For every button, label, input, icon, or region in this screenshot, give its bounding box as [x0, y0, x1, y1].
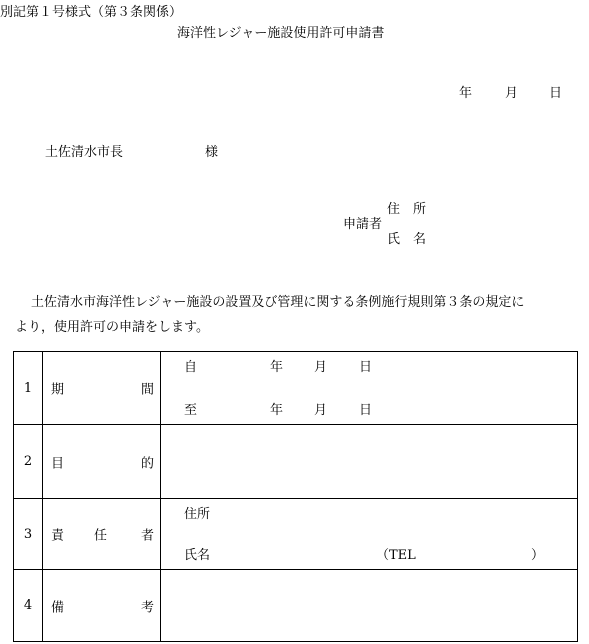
period-from-label: 自 — [184, 360, 198, 375]
period-from-day: 日 — [359, 360, 373, 375]
label-char: 考 — [140, 600, 154, 615]
row-number: 3 — [14, 499, 43, 570]
label-char: 責 — [51, 528, 65, 544]
label-char: 期 — [51, 382, 65, 398]
applicant-label: 申請者 — [343, 217, 383, 232]
label-char: 間 — [140, 382, 154, 398]
label-char: 備 — [51, 600, 65, 615]
body-text-line-1: 土佐清水市海洋性レジャー施設の設置及び管理に関する条例施行規則第３条の規定に — [31, 295, 525, 310]
table-row-remarks — [14, 570, 578, 642]
date-month-label: 月 — [505, 86, 519, 101]
addressee-honorific: 様 — [205, 145, 219, 160]
row-number: 2 — [14, 425, 43, 499]
label-char: 者 — [140, 528, 154, 544]
period-to-year: 年 — [270, 403, 284, 418]
addressee-name: 土佐清水市長 — [45, 145, 124, 160]
period-to-label: 至 — [184, 403, 198, 418]
tel-close-label: ） — [531, 548, 545, 563]
responsible-address-label: 住所 — [184, 507, 211, 522]
row-label-responsible-person — [43, 499, 161, 570]
period-to-month: 月 — [314, 403, 328, 418]
table-row-purpose — [14, 425, 578, 499]
purpose-value-cell[interactable] — [161, 425, 578, 499]
form-reference: 別記第１号様式（第３条関係） — [0, 5, 183, 20]
tel-open-label: （TEL — [376, 548, 416, 563]
responsible-name-label: 氏名 — [184, 548, 211, 563]
row-number: 4 — [14, 570, 43, 642]
remarks-value-cell[interactable] — [161, 570, 578, 642]
period-from-month: 月 — [314, 360, 328, 375]
body-text-line-2: より，使用許可の申請をします。 — [15, 320, 209, 335]
period-value-cell[interactable] — [161, 352, 578, 425]
row-label-remarks — [43, 570, 161, 642]
applicant-name-label: 氏 名 — [387, 232, 427, 247]
table-row-responsible-person — [14, 499, 578, 570]
period-to-day: 日 — [359, 403, 373, 418]
document-title: 海洋性レジャー施設使用許可申請書 — [177, 26, 385, 41]
row-label-period — [43, 352, 161, 425]
table-row-period — [14, 352, 578, 425]
period-from-year: 年 — [270, 360, 284, 375]
date-year-label: 年 — [459, 86, 473, 101]
label-char: 任 — [94, 528, 108, 544]
applicant-address-label: 住 所 — [387, 202, 427, 217]
date-day-label: 日 — [549, 86, 563, 101]
label-char: 目 — [51, 456, 65, 471]
label-char: 的 — [140, 456, 154, 471]
row-number: 1 — [14, 352, 43, 425]
responsible-person-value-cell[interactable] — [161, 499, 578, 570]
application-form-table — [13, 351, 578, 642]
row-label-purpose — [43, 425, 161, 499]
